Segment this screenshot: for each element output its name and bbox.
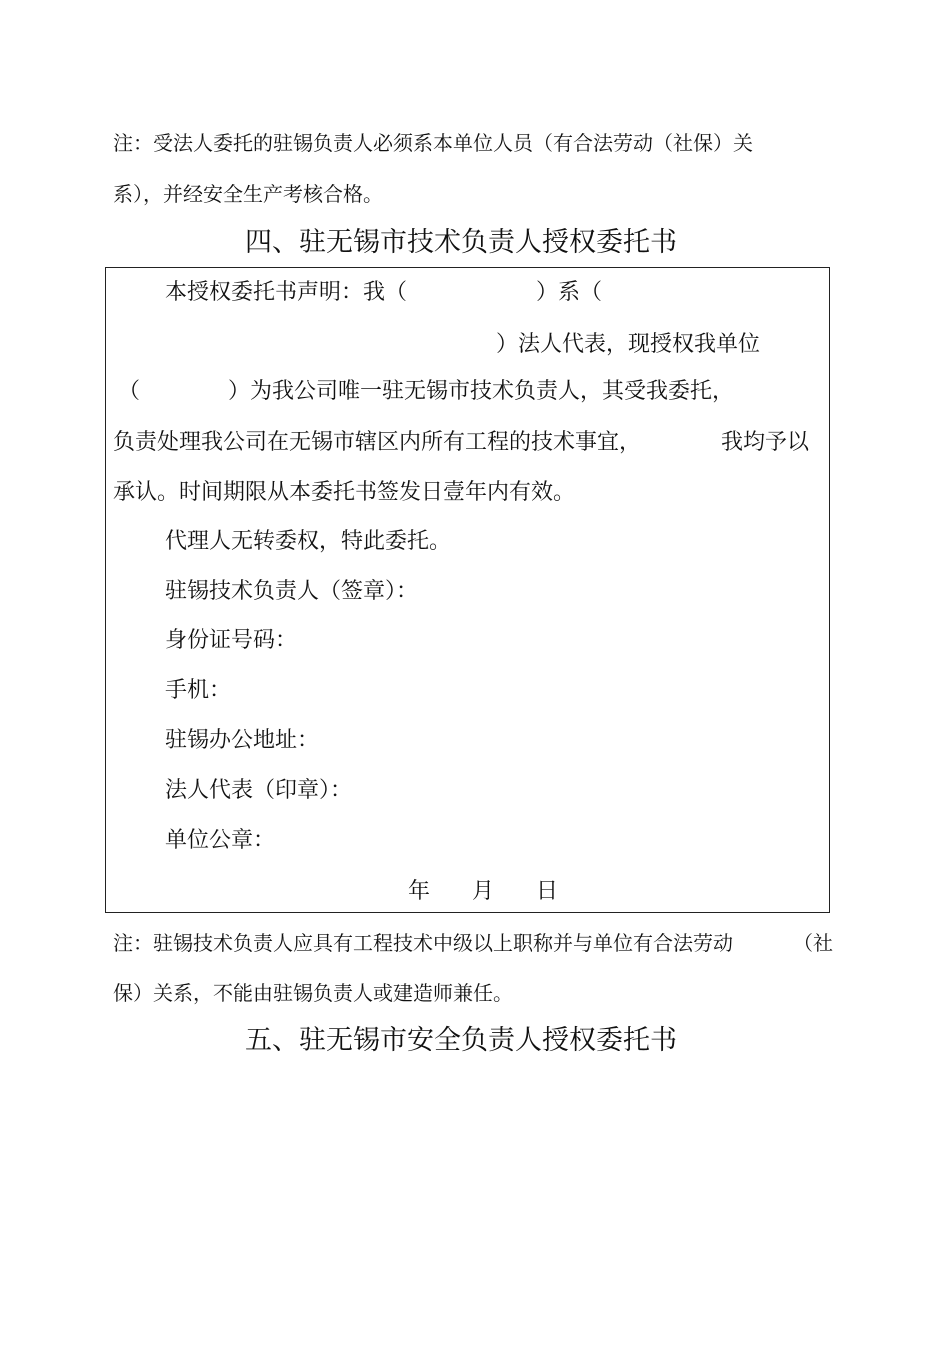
date-month: 月: [472, 879, 495, 904]
office-address-label: 驻锡办公地址：: [165, 728, 320, 753]
statement-part-1: 本授权委托书声明：我（: [165, 280, 408, 305]
statement-part-5: ）为我公司唯一驻无锡市技术负责人，其受我委托，: [228, 379, 735, 404]
bottom-note-line-1: 注：驻锡技术负责人应具有工程技术中级以上职称并与单位有合法劳动: [113, 931, 733, 955]
no-transfer-clause: 代理人无转委权，特此委托。: [165, 529, 452, 554]
top-note-line-2: 系），并经安全生产考核合格。: [113, 182, 383, 206]
statement-part-6: 负责处理我公司在无锡市辖区内所有工程的技术事宜，: [113, 430, 642, 455]
tech-lead-signature-label: 驻锡技术负责人（签章）：: [165, 579, 419, 604]
bottom-note-line-1-tail: （社: [793, 931, 833, 955]
section-4-title: 四、驻无锡市技术负责人授权委托书: [245, 227, 677, 258]
date-day: 日: [536, 879, 559, 904]
section-5-title: 五、驻无锡市安全负责人授权委托书: [245, 1025, 677, 1056]
id-number-label: 身份证号码：: [165, 628, 298, 653]
legal-rep-seal-label: 法人代表（印章）：: [165, 778, 353, 803]
statement-part-3: ）法人代表，现授权我单位: [496, 332, 761, 357]
mobile-label: 手机：: [165, 678, 232, 703]
statement-part-4: （: [118, 379, 141, 404]
top-note-line-1: 注：受法人委托的驻锡负责人必须系本单位人员（有合法劳动（社保）关: [113, 131, 753, 155]
statement-part-8: 承认。时间期限从本委托书签发日壹年内有效。: [113, 480, 576, 505]
date-year: 年: [408, 879, 431, 904]
bottom-note-line-2: 保）关系，不能由驻锡负责人或建造师兼任。: [113, 981, 513, 1005]
statement-part-7: 我均予以: [721, 430, 810, 455]
unit-seal-label: 单位公章：: [165, 828, 276, 853]
statement-part-2: ）系（: [536, 280, 603, 305]
